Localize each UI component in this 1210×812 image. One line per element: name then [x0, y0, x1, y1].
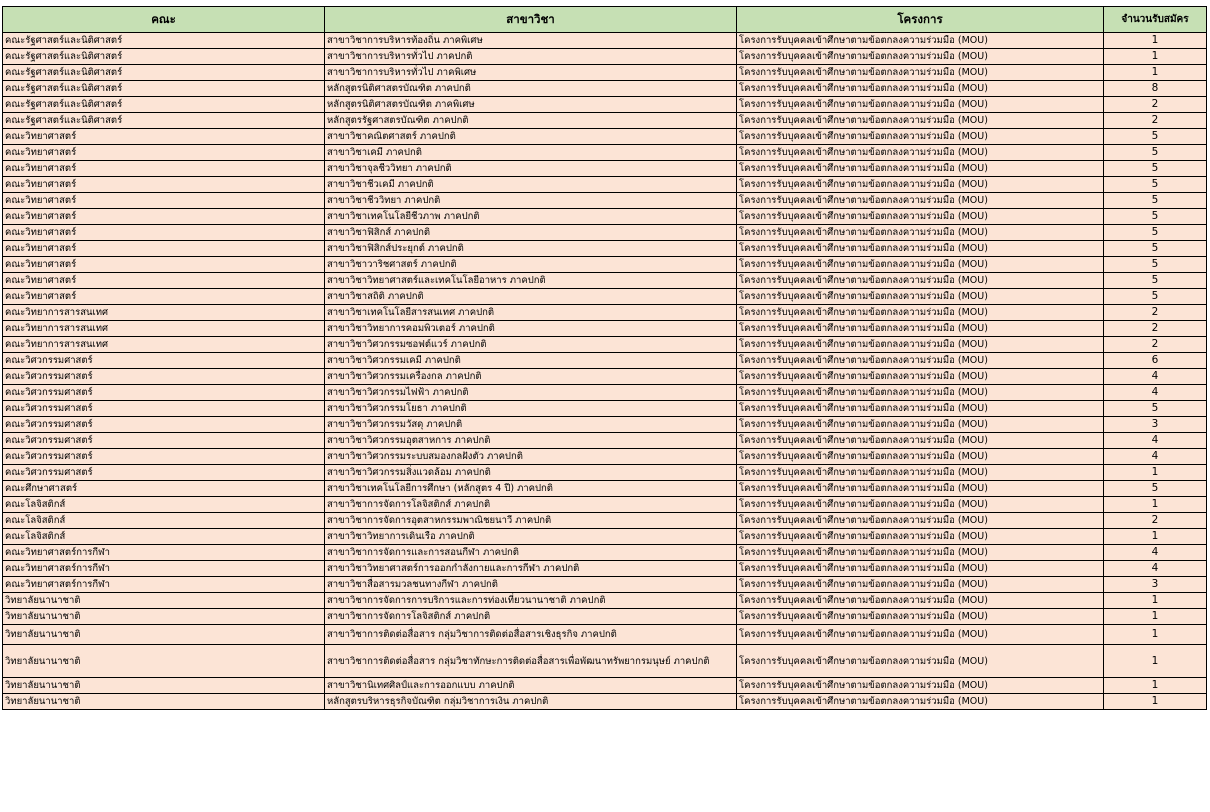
project-cell[interactable]: โครงการรับบุคคลเข้าศึกษาตามข้อตกลงความร่วมมือ (MOU) [737, 353, 1104, 369]
count-cell[interactable]: 4 [1104, 561, 1207, 577]
program-cell[interactable]: สาขาวิชาการบริหารทั่วไป ภาคพิเศษ [325, 65, 737, 81]
count-cell[interactable]: 3 [1104, 417, 1207, 433]
table-row [3, 33, 1207, 49]
project-cell[interactable]: โครงการรับบุคคลเข้าศึกษาตามข้อตกลงความร่วมมือ (MOU) [737, 161, 1104, 177]
faculty-cell[interactable]: คณะวิทยาศาสตร์การกีฬา [3, 577, 325, 593]
count-cell[interactable]: 5 [1104, 289, 1207, 305]
count-cell[interactable]: 2 [1104, 321, 1207, 337]
project-cell[interactable]: โครงการรับบุคคลเข้าศึกษาตามข้อตกลงความร่วมมือ (MOU) [737, 593, 1104, 609]
table-row [3, 337, 1207, 353]
count-cell[interactable]: 2 [1104, 305, 1207, 321]
program-cell[interactable]: สาขาวิชาวิศวกรรมซอฟต์แวร์ ภาคปกติ [325, 337, 737, 353]
project-cell[interactable]: โครงการรับบุคคลเข้าศึกษาตามข้อตกลงความร่วมมือ (MOU) [737, 193, 1104, 209]
faculty-cell[interactable]: คณะศึกษาศาสตร์ [3, 481, 325, 497]
project-cell[interactable]: โครงการรับบุคคลเข้าศึกษาตามข้อตกลงความร่วมมือ (MOU) [737, 177, 1104, 193]
count-cell[interactable]: 4 [1104, 545, 1207, 561]
project-cell[interactable]: โครงการรับบุคคลเข้าศึกษาตามข้อตกลงความร่วมมือ (MOU) [737, 49, 1104, 65]
table-row [3, 513, 1207, 529]
count-cell[interactable]: 2 [1104, 113, 1207, 129]
program-cell[interactable]: สาขาวิชาชีววิทยา ภาคปกติ [325, 193, 737, 209]
program-cell[interactable]: สาขาวิชาสถิติ ภาคปกติ [325, 289, 737, 305]
count-cell[interactable]: 1 [1104, 49, 1207, 65]
program-cell[interactable]: สาขาวิชาฟิสิกส์ประยุกต์ ภาคปกติ [325, 241, 737, 257]
program-cell[interactable]: สาขาวิชาวาริชศาสตร์ ภาคปกติ [325, 257, 737, 273]
column-header-faculty[interactable]: คณะ [3, 7, 325, 33]
table-row [3, 417, 1207, 433]
program-cell[interactable]: สาขาวิชาฟิสิกส์ ภาคปกติ [325, 225, 737, 241]
project-cell[interactable]: โครงการรับบุคคลเข้าศึกษาตามข้อตกลงความร่วมมือ (MOU) [737, 65, 1104, 81]
faculty-cell[interactable]: คณะวิทยาศาสตร์ [3, 225, 325, 241]
project-cell[interactable]: โครงการรับบุคคลเข้าศึกษาตามข้อตกลงความร่วมมือ (MOU) [737, 337, 1104, 353]
count-cell[interactable]: 6 [1104, 353, 1207, 369]
table-row [3, 449, 1207, 465]
project-cell[interactable]: โครงการรับบุคคลเข้าศึกษาตามข้อตกลงความร่วมมือ (MOU) [737, 561, 1104, 577]
count-cell[interactable]: 5 [1104, 177, 1207, 193]
count-cell[interactable]: 5 [1104, 481, 1207, 497]
count-cell[interactable]: 1 [1104, 645, 1207, 678]
program-cell[interactable]: สาขาวิชาการจัดการและการสอนกีฬา ภาคปกติ [325, 545, 737, 561]
program-cell[interactable]: สาขาวิชาวิทยาศาสตร์และเทคโนโลยีอาหาร ภาคปกติ [325, 273, 737, 289]
project-cell[interactable]: โครงการรับบุคคลเข้าศึกษาตามข้อตกลงความร่วมมือ (MOU) [737, 545, 1104, 561]
program-cell[interactable]: สาขาวิชาเทคโนโลยีสารสนเทศ ภาคปกติ [325, 305, 737, 321]
program-cell[interactable]: หลักสูตรนิติศาสตรบัณฑิต ภาคปกติ [325, 81, 737, 97]
program-cell[interactable]: สาขาวิชาการติดต่อสื่อสาร กลุ่มวิชาทักษะการติดต่อสื่อสารเพื่อพัฒนาทรัพยากรมนุษย์ ภาคปกติ [325, 645, 737, 678]
faculty-cell[interactable]: คณะวิศวกรรมศาสตร์ [3, 449, 325, 465]
program-cell[interactable]: หลักสูตรบริหารธุรกิจบัณฑิต กลุ่มวิชาการเงิน ภาคปกติ [325, 694, 737, 710]
project-cell[interactable]: โครงการรับบุคคลเข้าศึกษาตามข้อตกลงความร่วมมือ (MOU) [737, 33, 1104, 49]
program-cell[interactable]: สาขาวิชาเทคโนโลยีชีวภาพ ภาคปกติ [325, 209, 737, 225]
admission-table [2, 6, 1207, 710]
faculty-cell[interactable]: คณะรัฐศาสตร์และนิติศาสตร์ [3, 65, 325, 81]
faculty-cell[interactable]: คณะวิศวกรรมศาสตร์ [3, 353, 325, 369]
table-row [3, 678, 1207, 694]
table-row [3, 129, 1207, 145]
project-cell[interactable]: โครงการรับบุคคลเข้าศึกษาตามข้อตกลงความร่วมมือ (MOU) [737, 97, 1104, 113]
program-cell[interactable]: หลักสูตรรัฐศาสตรบัณฑิต ภาคปกติ [325, 113, 737, 129]
faculty-cell[interactable]: คณะโลจิสติกส์ [3, 497, 325, 513]
count-cell[interactable]: 1 [1104, 678, 1207, 694]
table-row [3, 193, 1207, 209]
faculty-cell[interactable]: คณะวิทยาศาสตร์ [3, 161, 325, 177]
header-row [3, 7, 1207, 33]
project-cell[interactable]: โครงการรับบุคคลเข้าศึกษาตามข้อตกลงความร่วมมือ (MOU) [737, 321, 1104, 337]
faculty-cell[interactable]: คณะวิทยาศาสตร์ [3, 209, 325, 225]
program-cell[interactable]: สาขาวิชาการจัดการโลจิสติกส์ ภาคปกติ [325, 609, 737, 625]
faculty-cell[interactable]: วิทยาลัยนานาชาติ [3, 609, 325, 625]
faculty-cell[interactable]: คณะวิทยาการสารสนเทศ [3, 321, 325, 337]
faculty-cell[interactable]: คณะวิศวกรรมศาสตร์ [3, 369, 325, 385]
project-cell[interactable]: โครงการรับบุคคลเข้าศึกษาตามข้อตกลงความร่วมมือ (MOU) [737, 81, 1104, 97]
table-body [3, 33, 1207, 710]
count-cell[interactable]: 2 [1104, 97, 1207, 113]
program-cell[interactable]: สาขาวิชาการจัดการการบริการและการท่องเที่ยวนานาชาติ ภาคปกติ [325, 593, 737, 609]
column-header-count[interactable]: จำนวนรับสมัคร [1104, 7, 1207, 33]
table-row [3, 593, 1207, 609]
program-cell[interactable]: สาขาวิชาวิศวกรรมเครื่องกล ภาคปกติ [325, 369, 737, 385]
project-cell[interactable]: โครงการรับบุคคลเข้าศึกษาตามข้อตกลงความร่วมมือ (MOU) [737, 145, 1104, 161]
count-cell[interactable]: 5 [1104, 257, 1207, 273]
program-cell[interactable]: สาขาวิชาวิศวกรรมอุตสาหการ ภาคปกติ [325, 433, 737, 449]
column-header-project[interactable]: โครงการ [737, 7, 1104, 33]
count-cell[interactable]: 5 [1104, 193, 1207, 209]
project-cell[interactable]: โครงการรับบุคคลเข้าศึกษาตามข้อตกลงความร่วมมือ (MOU) [737, 433, 1104, 449]
faculty-cell[interactable]: คณะวิทยาศาสตร์ [3, 129, 325, 145]
program-cell[interactable]: สาขาวิชาวิทยาการเดินเรือ ภาคปกติ [325, 529, 737, 545]
table-row [3, 609, 1207, 625]
table-row [3, 481, 1207, 497]
project-cell[interactable]: โครงการรับบุคคลเข้าศึกษาตามข้อตกลงความร่วมมือ (MOU) [737, 385, 1104, 401]
project-cell[interactable]: โครงการรับบุคคลเข้าศึกษาตามข้อตกลงความร่วมมือ (MOU) [737, 289, 1104, 305]
faculty-cell[interactable]: คณะรัฐศาสตร์และนิติศาสตร์ [3, 49, 325, 65]
table-row [3, 401, 1207, 417]
count-cell[interactable]: 5 [1104, 273, 1207, 289]
faculty-cell[interactable]: วิทยาลัยนานาชาติ [3, 625, 325, 645]
project-cell[interactable]: โครงการรับบุคคลเข้าศึกษาตามข้อตกลงความร่วมมือ (MOU) [737, 625, 1104, 645]
faculty-cell[interactable]: คณะวิทยาการสารสนเทศ [3, 337, 325, 353]
table-row [3, 305, 1207, 321]
faculty-cell[interactable]: คณะรัฐศาสตร์และนิติศาสตร์ [3, 81, 325, 97]
program-cell[interactable]: สาขาวิชาการบริหารทั่วไป ภาคปกติ [325, 49, 737, 65]
project-cell[interactable]: โครงการรับบุคคลเข้าศึกษาตามข้อตกลงความร่วมมือ (MOU) [737, 241, 1104, 257]
faculty-cell[interactable]: คณะโลจิสติกส์ [3, 529, 325, 545]
table-row [3, 273, 1207, 289]
table-row [3, 289, 1207, 305]
program-cell[interactable]: สาขาวิชาวิศวกรรมสิ่งแวดล้อม ภาคปกติ [325, 465, 737, 481]
faculty-cell[interactable]: วิทยาลัยนานาชาติ [3, 694, 325, 710]
count-cell[interactable]: 4 [1104, 449, 1207, 465]
project-cell[interactable]: โครงการรับบุคคลเข้าศึกษาตามข้อตกลงความร่วมมือ (MOU) [737, 497, 1104, 513]
table-row [3, 49, 1207, 65]
program-cell[interactable]: สาขาวิชาการติดต่อสื่อสาร กลุ่มวิชาการติดต่อสื่อสารเชิงธุรกิจ ภาคปกติ [325, 625, 737, 645]
project-cell[interactable]: โครงการรับบุคคลเข้าศึกษาตามข้อตกลงความร่วมมือ (MOU) [737, 481, 1104, 497]
faculty-cell[interactable]: คณะรัฐศาสตร์และนิติศาสตร์ [3, 33, 325, 49]
table-row [3, 145, 1207, 161]
program-cell[interactable]: สาขาวิชาการจัดการโลจิสติกส์ ภาคปกติ [325, 497, 737, 513]
project-cell[interactable]: โครงการรับบุคคลเข้าศึกษาตามข้อตกลงความร่วมมือ (MOU) [737, 129, 1104, 145]
table-row [3, 385, 1207, 401]
count-cell[interactable]: 5 [1104, 225, 1207, 241]
program-cell[interactable]: สาขาวิชานิเทศศิลป์และการออกแบบ ภาคปกติ [325, 678, 737, 694]
count-cell[interactable]: 1 [1104, 497, 1207, 513]
table-row [3, 321, 1207, 337]
table-row [3, 369, 1207, 385]
count-cell[interactable]: 5 [1104, 401, 1207, 417]
project-cell[interactable]: โครงการรับบุคคลเข้าศึกษาตามข้อตกลงความร่วมมือ (MOU) [737, 577, 1104, 593]
faculty-cell[interactable]: คณะรัฐศาสตร์และนิติศาสตร์ [3, 113, 325, 129]
faculty-cell[interactable]: วิทยาลัยนานาชาติ [3, 678, 325, 694]
count-cell[interactable]: 1 [1104, 694, 1207, 710]
count-cell[interactable]: 5 [1104, 209, 1207, 225]
program-cell[interactable]: สาขาวิชาวิศวกรรมโยธา ภาคปกติ [325, 401, 737, 417]
table-row [3, 161, 1207, 177]
project-cell[interactable]: โครงการรับบุคคลเข้าศึกษาตามข้อตกลงความร่วมมือ (MOU) [737, 513, 1104, 529]
table-row [3, 545, 1207, 561]
project-cell[interactable]: โครงการรับบุคคลเข้าศึกษาตามข้อตกลงความร่วมมือ (MOU) [737, 694, 1104, 710]
table-row [3, 694, 1207, 710]
program-cell[interactable]: สาขาวิชาการบริหารท้องถิ่น ภาคพิเศษ [325, 33, 737, 49]
project-cell[interactable]: โครงการรับบุคคลเข้าศึกษาตามข้อตกลงความร่วมมือ (MOU) [737, 678, 1104, 694]
table-row [3, 209, 1207, 225]
project-cell[interactable]: โครงการรับบุคคลเข้าศึกษาตามข้อตกลงความร่วมมือ (MOU) [737, 113, 1104, 129]
program-cell[interactable]: สาขาวิชาวิศวกรรมไฟฟ้า ภาคปกติ [325, 385, 737, 401]
count-cell[interactable]: 4 [1104, 433, 1207, 449]
faculty-cell[interactable]: คณะวิทยาศาสตร์ [3, 273, 325, 289]
project-cell[interactable]: โครงการรับบุคคลเข้าศึกษาตามข้อตกลงความร่วมมือ (MOU) [737, 305, 1104, 321]
table-row [3, 433, 1207, 449]
count-cell[interactable]: 2 [1104, 513, 1207, 529]
table-row [3, 225, 1207, 241]
program-cell[interactable]: สาขาวิชาคณิตศาสตร์ ภาคปกติ [325, 129, 737, 145]
program-cell[interactable]: หลักสูตรนิติศาสตรบัณฑิต ภาคพิเศษ [325, 97, 737, 113]
table-row [3, 353, 1207, 369]
count-cell[interactable]: 1 [1104, 625, 1207, 645]
program-cell[interactable]: สาขาวิชาการจัดการอุตสาหกรรมพาณิชยนาวี ภาคปกติ [325, 513, 737, 529]
table-row [3, 561, 1207, 577]
count-cell[interactable]: 4 [1104, 385, 1207, 401]
faculty-cell[interactable]: วิทยาลัยนานาชาติ [3, 645, 325, 678]
program-cell[interactable]: สาขาวิชาวิศวกรรมเคมี ภาคปกติ [325, 353, 737, 369]
program-cell[interactable]: สาขาวิชาชีวเคมี ภาคปกติ [325, 177, 737, 193]
faculty-cell[interactable]: คณะวิทยาศาสตร์ [3, 193, 325, 209]
count-cell[interactable]: 1 [1104, 65, 1207, 81]
faculty-cell[interactable]: คณะวิทยาศาสตร์ [3, 145, 325, 161]
program-cell[interactable]: สาขาวิชาวิทยาการคอมพิวเตอร์ ภาคปกติ [325, 321, 737, 337]
project-cell[interactable]: โครงการรับบุคคลเข้าศึกษาตามข้อตกลงความร่วมมือ (MOU) [737, 449, 1104, 465]
project-cell[interactable]: โครงการรับบุคคลเข้าศึกษาตามข้อตกลงความร่วมมือ (MOU) [737, 529, 1104, 545]
table-row [3, 113, 1207, 129]
count-cell[interactable]: 2 [1104, 337, 1207, 353]
faculty-cell[interactable]: คณะวิศวกรรมศาสตร์ [3, 401, 325, 417]
table-row [3, 465, 1207, 481]
table-row [3, 241, 1207, 257]
table-row [3, 65, 1207, 81]
count-cell[interactable]: 1 [1104, 593, 1207, 609]
project-cell[interactable]: โครงการรับบุคคลเข้าศึกษาตามข้อตกลงความร่วมมือ (MOU) [737, 369, 1104, 385]
project-cell[interactable]: โครงการรับบุคคลเข้าศึกษาตามข้อตกลงความร่วมมือ (MOU) [737, 645, 1104, 678]
faculty-cell[interactable]: คณะรัฐศาสตร์และนิติศาสตร์ [3, 97, 325, 113]
column-header-program[interactable]: สาขาวิชา [325, 7, 737, 33]
faculty-cell[interactable]: คณะวิศวกรรมศาสตร์ [3, 465, 325, 481]
project-cell[interactable]: โครงการรับบุคคลเข้าศึกษาตามข้อตกลงความร่วมมือ (MOU) [737, 225, 1104, 241]
count-cell[interactable]: 5 [1104, 161, 1207, 177]
project-cell[interactable]: โครงการรับบุคคลเข้าศึกษาตามข้อตกลงความร่วมมือ (MOU) [737, 209, 1104, 225]
table-row [3, 257, 1207, 273]
faculty-cell[interactable]: คณะวิทยาศาสตร์ [3, 289, 325, 305]
program-cell[interactable]: สาขาวิชาสื่อสารมวลชนทางกีฬา ภาคปกติ [325, 577, 737, 593]
project-cell[interactable]: โครงการรับบุคคลเข้าศึกษาตามข้อตกลงความร่วมมือ (MOU) [737, 609, 1104, 625]
program-cell[interactable]: สาขาวิชาเคมี ภาคปกติ [325, 145, 737, 161]
faculty-cell[interactable]: คณะวิทยาศาสตร์การกีฬา [3, 561, 325, 577]
faculty-cell[interactable]: คณะวิทยาการสารสนเทศ [3, 305, 325, 321]
faculty-cell[interactable]: คณะวิทยาศาสตร์ [3, 257, 325, 273]
faculty-cell[interactable]: คณะวิศวกรรมศาสตร์ [3, 385, 325, 401]
table-row [3, 577, 1207, 593]
program-cell[interactable]: สาขาวิชาวิศวกรรมระบบสมองกลฝังตัว ภาคปกติ [325, 449, 737, 465]
table-row [3, 497, 1207, 513]
project-cell[interactable]: โครงการรับบุคคลเข้าศึกษาตามข้อตกลงความร่วมมือ (MOU) [737, 273, 1104, 289]
project-cell[interactable]: โครงการรับบุคคลเข้าศึกษาตามข้อตกลงความร่วมมือ (MOU) [737, 257, 1104, 273]
project-cell[interactable]: โครงการรับบุคคลเข้าศึกษาตามข้อตกลงความร่วมมือ (MOU) [737, 465, 1104, 481]
faculty-cell[interactable]: คณะวิทยาศาสตร์ [3, 177, 325, 193]
faculty-cell[interactable]: วิทยาลัยนานาชาติ [3, 593, 325, 609]
faculty-cell[interactable]: คณะวิทยาศาสตร์การกีฬา [3, 545, 325, 561]
program-cell[interactable]: สาขาวิชาเทคโนโลยีการศึกษา (หลักสูตร 4 ปี) ภาคปกติ [325, 481, 737, 497]
count-cell[interactable]: 5 [1104, 241, 1207, 257]
faculty-cell[interactable]: คณะโลจิสติกส์ [3, 513, 325, 529]
table-row [3, 529, 1207, 545]
count-cell[interactable]: 1 [1104, 529, 1207, 545]
program-cell[interactable]: สาขาวิชาวิทยาศาสตร์การออกกำลังกายและการกีฬา ภาคปกติ [325, 561, 737, 577]
table-row [3, 97, 1207, 113]
project-cell[interactable]: โครงการรับบุคคลเข้าศึกษาตามข้อตกลงความร่วมมือ (MOU) [737, 401, 1104, 417]
count-cell[interactable]: 4 [1104, 369, 1207, 385]
table-row [3, 625, 1207, 645]
count-cell[interactable]: 1 [1104, 609, 1207, 625]
table-row [3, 645, 1207, 678]
program-cell[interactable]: สาขาวิชาวิศวกรรมวัสดุ ภาคปกติ [325, 417, 737, 433]
count-cell[interactable]: 5 [1104, 145, 1207, 161]
count-cell[interactable]: 1 [1104, 465, 1207, 481]
count-cell[interactable]: 8 [1104, 81, 1207, 97]
faculty-cell[interactable]: คณะวิศวกรรมศาสตร์ [3, 433, 325, 449]
faculty-cell[interactable]: คณะวิทยาศาสตร์ [3, 241, 325, 257]
program-cell[interactable]: สาขาวิชาจุลชีววิทยา ภาคปกติ [325, 161, 737, 177]
faculty-cell[interactable]: คณะวิศวกรรมศาสตร์ [3, 417, 325, 433]
count-cell[interactable]: 1 [1104, 33, 1207, 49]
table-row [3, 177, 1207, 193]
table-row [3, 81, 1207, 97]
count-cell[interactable]: 3 [1104, 577, 1207, 593]
count-cell[interactable]: 5 [1104, 129, 1207, 145]
project-cell[interactable]: โครงการรับบุคคลเข้าศึกษาตามข้อตกลงความร่วมมือ (MOU) [737, 417, 1104, 433]
